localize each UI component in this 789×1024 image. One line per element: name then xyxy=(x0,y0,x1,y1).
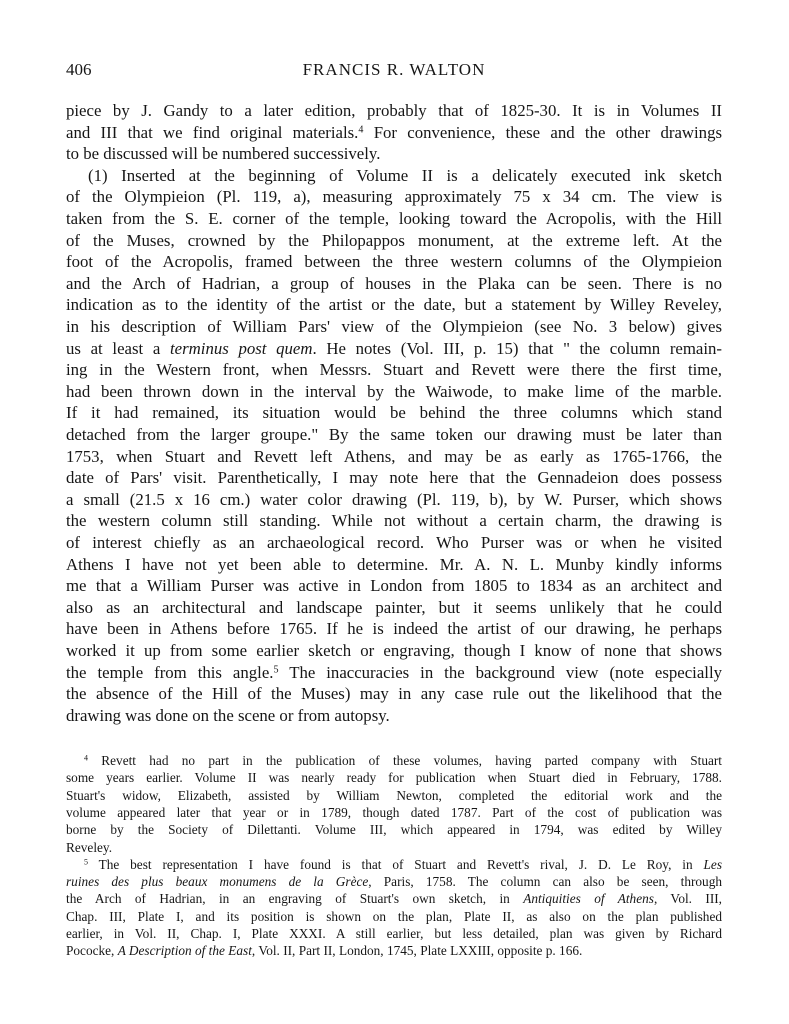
body-line xyxy=(66,424,722,446)
body-line xyxy=(66,705,722,727)
text-run: (1) Inserted at the beginning of Volume II is a delicately executed ink sketch xyxy=(88,165,722,185)
text-run: and the Arch of Hadrian, a group of houses in the Plaka can be seen. There is no xyxy=(66,273,722,293)
text-run: the temple from this angle. xyxy=(66,662,274,682)
text-run: indication as to the identity of the artist or the date, but a statement by Willey Reveley, xyxy=(66,295,722,315)
body-line xyxy=(66,489,722,511)
body-line xyxy=(66,402,722,424)
footnote-marker: 5 xyxy=(84,857,88,867)
body-line xyxy=(66,230,722,252)
text-run: Revett had no part in the publication of these volumes, having parted company with Stuart xyxy=(87,753,722,768)
footnote-marker: 5 xyxy=(273,664,279,676)
text-run: The inaccuracies in the background view (note especially xyxy=(278,662,723,682)
italic-text: Antiquities of Athens xyxy=(523,891,654,907)
text-run: , Vol. II, Part II, London, 1745, Plate LXXIII, opposite p. 166. xyxy=(251,943,583,959)
footnote-line xyxy=(66,942,722,960)
text-run: the Arch of Hadrian, in an engraving of Stuart's own sketch, in xyxy=(66,891,524,907)
text-run: piece by J. Gandy to a later edition, probably that of 1825-30. It is in Volumes II xyxy=(66,101,722,120)
footnote-line xyxy=(66,890,722,908)
body-line xyxy=(66,316,722,338)
body-line xyxy=(66,640,722,662)
body-line xyxy=(66,446,722,468)
text-run: , Vol. III, xyxy=(653,891,722,907)
body-line xyxy=(66,100,722,122)
text-run: in his description of William Pars' view of the Olympieion (see No. 3 below) gives xyxy=(66,317,722,336)
footnote-marker: 4 xyxy=(358,124,364,136)
text-run: drawing was done on the scene or from autopsy. xyxy=(66,705,390,725)
text-run: If it had remained, its situation would be behind the three columns which stand xyxy=(66,403,722,423)
italic-text: A Description of the East xyxy=(117,943,252,959)
text-run: me that a William Purser was active in London from 1805 to 1834 as an architect and xyxy=(66,576,722,596)
body-line xyxy=(66,338,722,360)
text-run: Pococke, xyxy=(66,943,118,959)
body-line xyxy=(66,186,722,208)
text-run: also as an architectural and landscape painter, but it seems unlikely that he could xyxy=(66,597,722,617)
footnote-line xyxy=(66,873,722,891)
text-run: the western column still standing. While not without a certain charm, the drawing is xyxy=(66,511,722,531)
body-line xyxy=(66,208,722,230)
text-run: The best representation I have found is that of Stuart and Revett's rival, J. D. Le Roy, in xyxy=(87,856,704,872)
text-run: Chap. III, Plate I, and its position is shown on the plan, Plate II, as also on the plan published xyxy=(66,908,722,924)
text-run: For convenience, these and the other drawings xyxy=(363,122,722,142)
text-run: and III that we find original materials. xyxy=(66,122,359,142)
text-run: the absence of the Hill of the Muses) may in any case rule out the likelihood that the xyxy=(66,684,722,704)
text-run: 1753, when Stuart and Revett left Athens, and may be as early as 1765-1766, the xyxy=(66,446,722,466)
italic-text: terminus post quem xyxy=(170,338,313,358)
body-line xyxy=(66,294,722,316)
text-run: Athens I have not yet been able to determine. Mr. A. N. L. Munby kindly informs xyxy=(66,554,722,574)
body-line xyxy=(66,165,722,187)
text-run: of the Muses, crowned by the Philopappos monument, at the extreme left. At the xyxy=(66,230,722,250)
body-line xyxy=(66,575,722,597)
text-run: borne by the Society of Dilettanti. Volume III, which appeared in 1794, was edited by Willey xyxy=(66,822,722,838)
text-run: us at least a xyxy=(66,338,171,358)
text-run: foot of the Acropolis, framed between the three western columns of the Olympieion xyxy=(66,252,722,272)
footnote-line xyxy=(66,752,722,770)
text-run: taken from the S. E. corner of the temple, looking toward the Acropolis, with the Hill xyxy=(66,209,722,228)
running-head: FRANCIS R. WALTON xyxy=(302,60,486,79)
text-run: Reveley. xyxy=(66,839,113,855)
body-line xyxy=(66,143,722,165)
text-run: have been in Athens before 1765. If he is indeed the artist of our drawing, he perhaps xyxy=(66,619,722,639)
page-number: 406 xyxy=(66,60,92,79)
body-line xyxy=(66,532,722,554)
body-line xyxy=(66,510,722,532)
text-run: a small (21.5 x 16 cm.) water color drawing (Pl. 119, b), by W. Purser, which shows xyxy=(66,489,722,509)
body-line xyxy=(66,359,722,381)
text-run: worked it up from some earlier sketch or engraving, though I know of none that shows xyxy=(66,641,722,660)
text-run: earlier, in Vol. II, Chap. I, Plate XXXI. A still earlier, but less detailed, plan was given by Richard xyxy=(66,926,722,941)
body-line xyxy=(66,662,722,684)
text-run: some years earlier. Volume II was nearly ready for publication when Stuart died in February, 1788. xyxy=(66,770,722,786)
text-run: volume appeared later that year or in 1789, though dated 1787. Part of the cost of publication was xyxy=(66,804,722,820)
italic-text: Les xyxy=(703,856,722,872)
text-run: to be discussed will be numbered successively. xyxy=(66,144,381,164)
text-run: detached from the larger groupe." By the same token our drawing must be later than xyxy=(66,425,722,444)
footnote-line xyxy=(66,821,722,839)
text-run: ing in the Western front, when Messrs. Stuart and Revett were there the first time, xyxy=(66,360,722,380)
page-header xyxy=(66,60,722,84)
footnote-line xyxy=(66,908,722,926)
text-run: of the Olympieion (Pl. 119, a), measuring approximately 75 x 34 cm. The view is xyxy=(66,187,722,207)
body-line xyxy=(66,618,722,640)
text-run: date of Pars' visit. Parenthetically, I may note here that the Gennadeion does possess xyxy=(66,468,722,488)
footnote-line xyxy=(66,769,722,787)
body-line xyxy=(66,597,722,619)
text-run: . He notes (Vol. III, p. 15) that " the column remain- xyxy=(312,338,723,358)
body-line xyxy=(66,251,722,273)
text-run: Stuart's widow, Elizabeth, assisted by William Newton, completed the editorial work and the xyxy=(66,787,722,803)
footnote-line xyxy=(66,856,722,874)
footnote-line xyxy=(66,839,722,857)
body-line xyxy=(66,273,722,295)
text-run: had been thrown down in the interval by the Waiwode, to make lime of the marble. xyxy=(66,381,722,401)
body-line xyxy=(66,381,722,403)
body-line xyxy=(66,554,722,576)
footnote-line xyxy=(66,925,722,943)
footnote-line xyxy=(66,787,722,805)
body-line xyxy=(66,122,722,144)
text-run: , Paris, 1758. The column can also be seen, through xyxy=(368,874,722,890)
footnote-marker: 4 xyxy=(84,753,88,763)
footnote-line xyxy=(66,804,722,822)
italic-text: ruines des plus beaux monumens de la Grèce xyxy=(66,874,369,890)
body-line xyxy=(66,683,722,705)
body-line xyxy=(66,467,722,489)
text-run: of interest chiefly as an archaeological record. Who Purser was or when he visited xyxy=(66,533,722,552)
